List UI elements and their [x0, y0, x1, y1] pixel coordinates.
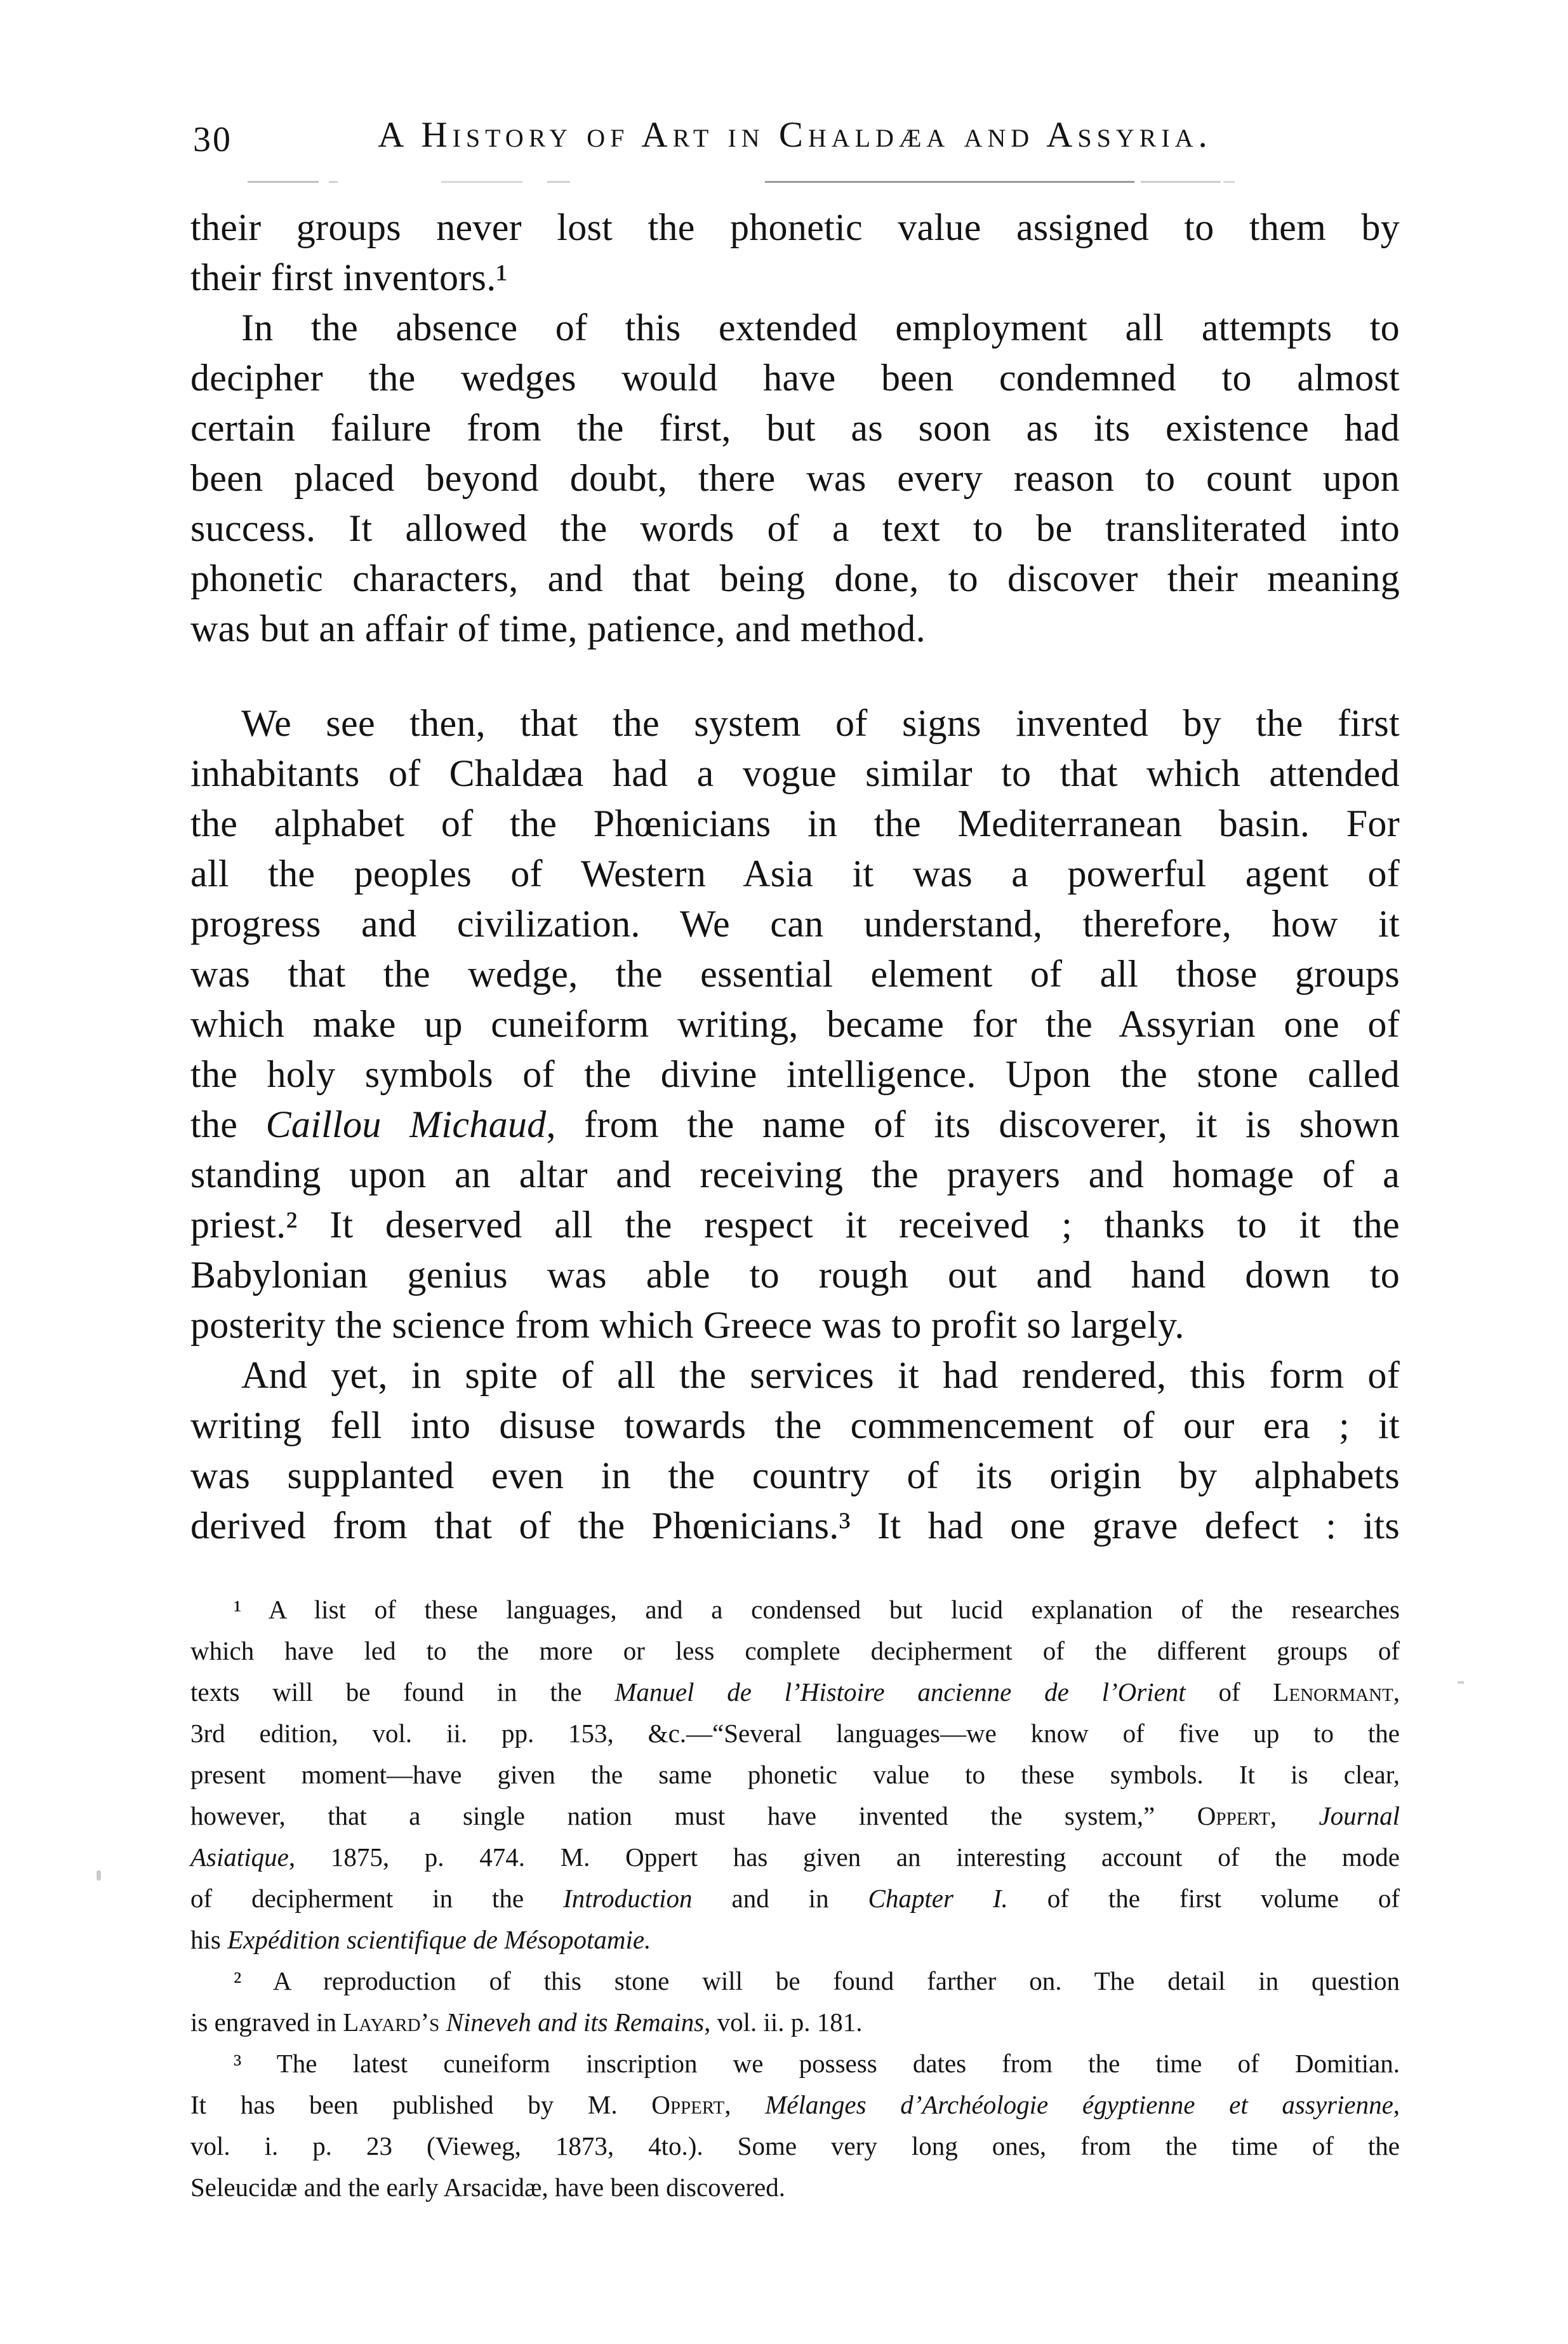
body-text	[190, 203, 1400, 1551]
text-line: priest.² It deserved all the respect it received ; thanks to it the	[190, 1204, 1400, 1246]
rule-segment	[547, 181, 570, 183]
text-line: was supplanted even in the country of its origin by alphabets	[190, 1455, 1400, 1496]
text-line: Babylonian genius was able to rough out and hand down to	[190, 1254, 1400, 1296]
text-line: the Caillou Michaud, from the name of its discoverer, it is shown	[190, 1103, 1400, 1145]
text-line: It has been published by M. Oppert, Mélanges d’Archéologie égyptienne et assyrienne,	[190, 2090, 1400, 2119]
footnote-2	[190, 1961, 1400, 2043]
footnotes	[190, 1589, 1400, 2208]
text-line: certain failure from the first, but as soon as its existence had	[190, 407, 1400, 449]
text-line: vol. i. p. 23 (Vieweg, 1873, 4to.). Some very long ones, from the time of the	[190, 2131, 1400, 2161]
paragraph-and-yet	[190, 1350, 1400, 1551]
rule-segment	[1141, 181, 1221, 183]
text-line: 3rd edition, vol. ii. pp. 153, &c.—“Several languages—we know of five up to the	[190, 1719, 1400, 1748]
rule-segment	[1223, 181, 1235, 183]
scan-speck	[1458, 1681, 1464, 1684]
text-line: present moment—have given the same phonetic value to these symbols. It is clear,	[190, 1760, 1400, 1789]
text-line: posterity the science from which Greece was to profit so largely.	[190, 1304, 1185, 1346]
text-line: progress and civilization. We can understand, therefore, how it	[190, 903, 1400, 945]
text-line: was but an affair of time, patience, and method.	[190, 608, 926, 649]
text-line: of decipherment in the Introduction and in Chapter I. of the first volume of	[190, 1884, 1400, 1913]
text-line: the alphabet of the Phœnicians in the Mediterranean basin. For	[190, 802, 1400, 844]
text-line: decipher the wedges would have been condemned to almost	[190, 357, 1400, 399]
text-line: Seleucidæ and the early Arsacidæ, have been discovered.	[190, 2173, 785, 2202]
text-line: inhabitants of Chaldæa had a vogue similar to that which attended	[190, 752, 1400, 794]
text-line: was that the wedge, the essential element of all those groups	[190, 953, 1400, 995]
text-line: been placed beyond doubt, there was every reason to count upon	[190, 457, 1400, 499]
text-line: And yet, in spite of all the services it had rendered, this form of	[241, 1354, 1400, 1396]
footnote-1	[190, 1589, 1400, 1961]
text-line: standing upon an altar and receiving the prayers and homage of a	[190, 1154, 1400, 1195]
text-line: success. It allowed the words of a text to be transliterated into	[190, 507, 1400, 549]
text-line: the holy symbols of the divine intelligence. Upon the stone called	[190, 1053, 1400, 1095]
text-line: derived from that of the Phœnicians.³ It had one grave defect : its	[190, 1505, 1400, 1547]
text-line: Asiatique, 1875, p. 474. M. Oppert has given an interesting account of the mode	[190, 1842, 1400, 1872]
rule-segment	[441, 181, 522, 183]
text-line: all the peoples of Western Asia it was a powerful agent of	[190, 853, 1400, 895]
text-line: is engraved in Layard’s Nineveh and its Remains, vol. ii. p. 181.	[190, 2008, 863, 2037]
rule-segment	[765, 181, 1134, 183]
text-line: their groups never lost the phonetic value assigned to them by	[190, 206, 1400, 248]
paragraph-we-see-then	[190, 698, 1400, 1350]
header-rule	[190, 180, 1400, 184]
rule-segment	[329, 181, 338, 183]
paragraph-absence	[190, 303, 1400, 654]
text-line: We see then, that the system of signs invented by the first	[241, 702, 1400, 744]
text-line: which have led to the more or less complete decipherment of the different groups of	[190, 1636, 1400, 1665]
running-title: A History of Art in Chaldæa and Assyria.	[378, 115, 1213, 155]
text-line: their first inventors.¹	[190, 256, 508, 298]
text-line: In the absence of this extended employment all attempts to	[241, 307, 1400, 349]
footnote-3	[190, 2043, 1400, 2208]
running-header	[190, 112, 1400, 163]
text-line: however, that a single nation must have invented the system,” Oppert, Journal	[190, 1801, 1400, 1830]
text-line: ¹ A list of these languages, and a condensed but lucid explanation of the researches	[234, 1595, 1400, 1624]
text-line: which make up cuneiform writing, became for the Assyrian one of	[190, 1003, 1400, 1045]
text-line: ² A reproduction of this stone will be found farther on. The detail in question	[234, 1966, 1400, 1995]
page-number: 30	[193, 120, 232, 159]
text-line: his Expédition scientifique de Mésopotamie.	[190, 1925, 651, 1954]
text-line: texts will be found in the Manuel de l’Histoire ancienne de l’Orient of Lenormant,	[190, 1677, 1400, 1707]
text-line: ³ The latest cuneiform inscription we possess dates from the time of Domitian.	[234, 2049, 1400, 2078]
scan-speck	[96, 1870, 101, 1881]
rule-segment	[248, 181, 319, 183]
paragraph-inventors	[190, 203, 1400, 303]
text-line: phonetic characters, and that being done, to discover their meaning	[190, 557, 1400, 599]
text-line: writing fell into disuse towards the commencement of our era ; it	[190, 1404, 1400, 1446]
